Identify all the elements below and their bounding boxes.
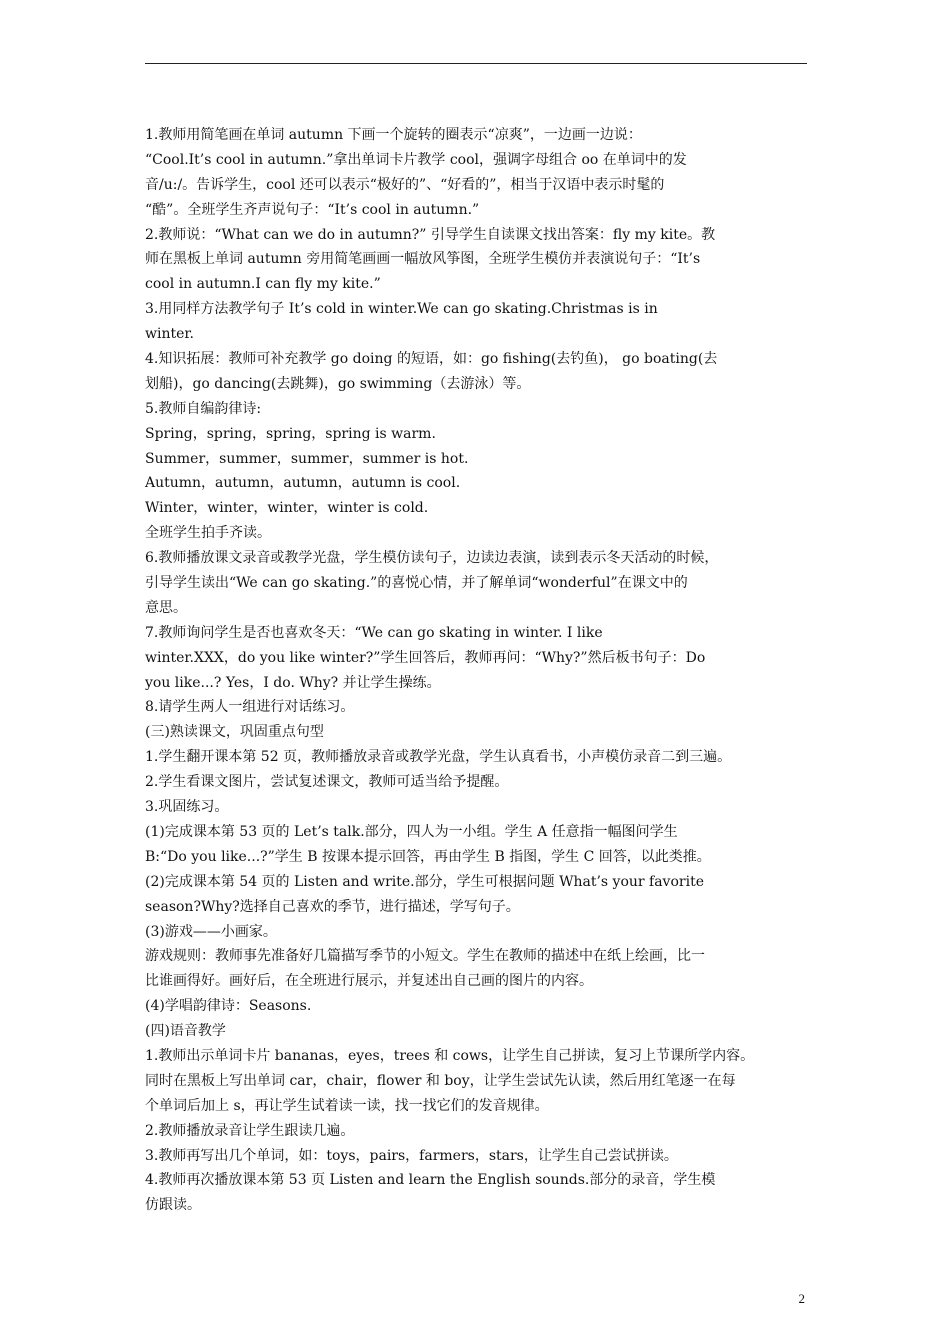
text-line: (3)游戏——小画家。 [145,923,277,940]
text-line: 7.教师询问学生是否也喜欢冬天：“We can go skating in winter. I like [145,624,603,641]
text-line: 划船)，go dancing(去跳舞)，go swimming（去游泳）等。 [145,375,531,392]
text-line: winter.XXX，do you like winter?”学生回答后，教师再问：“Why?”然后板书句子：Do [145,649,706,666]
text-line: Spring，spring，spring，spring is warm. [145,425,436,442]
text-line: (2)完成课本第 54 页的 Listen and write.部分，学生可根据问题 What’s your favorite [145,873,704,890]
text-line: 全班学生拍手齐读。 [145,525,271,542]
text-line: 1.教师出示单词卡片 bananas，eyes，trees 和 cows，让学生自己拼读，复习上节课所学内容。 [145,1047,755,1064]
text-line: Winter，winter，winter，winter is cold. [145,500,429,517]
text-line: 意思。 [145,599,187,616]
text-line: (四)语音教学 [145,1023,226,1040]
text-line: 个单词后加上 s，再让学生试着读一读，找一找它们的发音规律。 [145,1097,549,1114]
text-line: 2.学生看课文图片，尝试复述课文，教师可适当给予提醒。 [145,774,509,791]
text-line: 比谁画得好。画好后，在全班进行展示，并复述出自己画的图片的内容。 [145,973,593,990]
text-line: 师在黑板上单词 autumn 旁用简笔画画一幅放风筝图，全班学生模仿并表演说句子：“It’s [145,251,701,268]
text-line: cool in autumn.I can fly my kite.” [145,276,381,293]
text-line: 游戏规则：教师事先准备好几篇描写季节的小短文。学生在教师的描述中在纸上绘画，比一 [145,948,705,965]
header-rule [145,63,807,64]
text-line: 2.教师播放录音让学生跟读几遍。 [145,1122,355,1139]
text-line: 1.学生翻开课本第 52 页，教师播放录音或教学光盘，学生认真看书，小声模仿录音二到三遍。 [145,749,732,766]
text-line: 4.教师再次播放课本第 53 页 Listen and learn the English sounds.部分的录音，学生模 [145,1172,716,1189]
text-line: season?Why?选择自己喜欢的季节，进行描述，学写句子。 [145,898,520,915]
page-number: 2 [798,1291,805,1306]
text-line: (1)完成课本第 53 页的 Let’s talk.部分，四人为一小组。学生 A 任意指一幅图问学生 [145,823,678,840]
text-line: “酷”。全班学生齐声说句子：“It’s cool in autumn.” [145,201,480,218]
text-line: 3.巩固练习。 [145,799,229,816]
text-line: 5.教师自编韵律诗: [145,400,262,417]
text-line: 6.教师播放课文录音或教学光盘，学生模仿读句子，边读边表演，读到表示冬天活动的时候， [145,550,719,567]
text-line: 3.用同样方法教学句子 It’s cold in winter.We can go skating.Christmas is in [145,301,658,318]
text-line: 2.教师说：“What can we do in autumn?” 引导学生自读课文找出答案：fly my kite。教 [145,226,716,243]
text-line: winter. [145,326,194,343]
text-line: “Cool.It’s cool in autumn.”拿出单词卡片教学 cool，强调字母组合 oo 在单词中的发 [145,151,687,168]
text-line: Autumn，autumn，autumn，autumn is cool. [145,475,461,492]
text-line: 仿跟读。 [145,1197,201,1214]
document-body [145,123,813,1218]
text-line: (三)熟读课文，巩固重点句型 [145,724,324,741]
text-line: you like...? Yes，I do. Why? 并让学生操练。 [145,674,441,691]
text-line: 3.教师再写出几个单词，如：toys，pairs，farmers，stars，让学生自己尝试拼读。 [145,1147,678,1164]
text-line: 8.请学生两人一组进行对话练习。 [145,699,355,716]
text-line: (4)学唱韵律诗：Seasons. [145,998,312,1015]
text-line: 同时在黑板上写出单词 car，chair，flower 和 boy，让学生尝试先认读，然后用红笔逐一在每 [145,1072,736,1089]
text-line: 引导学生读出“We can go skating.”的喜悦心情，并了解单词“wonderful”在课文中的 [145,575,688,592]
text-line: 4.知识拓展：教师可补充教学 go doing 的短语，如：go fishing(去钓鱼)， go boating(去 [145,351,718,368]
text-line: 音/u:/。告诉学生，cool 还可以表示“极好的”、“好看的”，相当于汉语中表示时髦的 [145,176,665,193]
text-line: 1.教师用简笔画在单词 autumn 下画一个旋转的圈表示“凉爽”，一边画一边说： [145,127,642,143]
text-line: B:“Do you like...?”学生 B 按课本提示回答，再由学生 B 指图，学生 C 回答，以此类推。 [145,848,711,865]
text-line: Summer，summer，summer，summer is hot. [145,450,469,467]
